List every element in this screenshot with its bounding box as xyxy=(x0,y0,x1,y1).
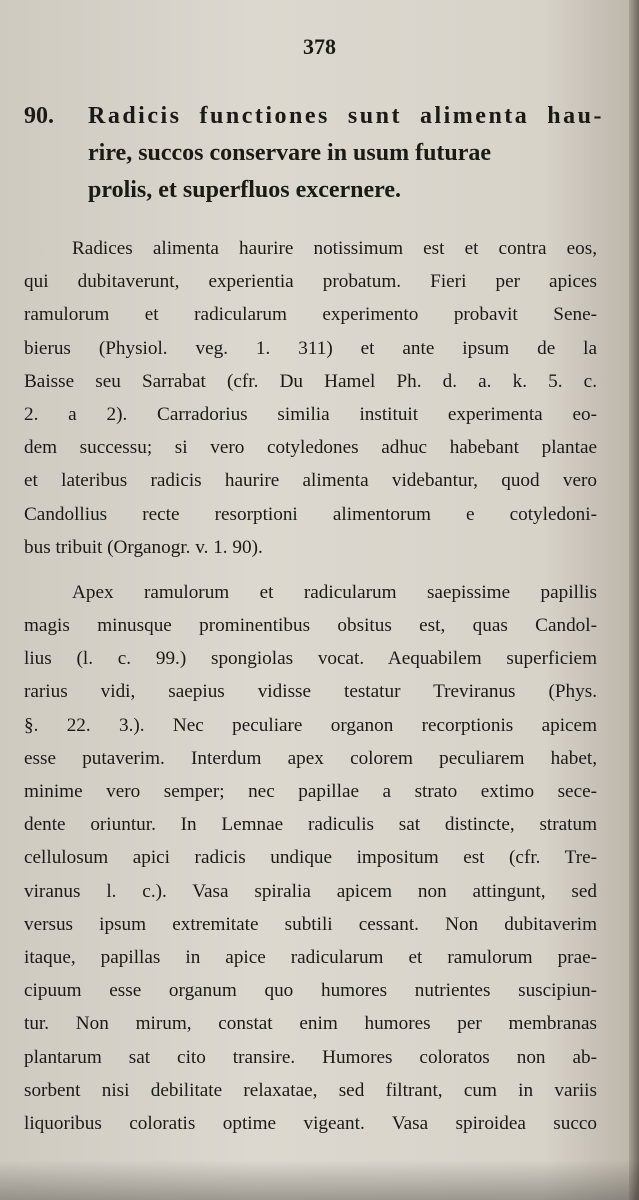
text-line: versus ipsum extremitate subtili cessant. Non dubitaverim xyxy=(24,913,597,935)
text-line: liquoribus coloratis optime vigeant. Vasa spiroidea succo xyxy=(24,1112,597,1134)
text-line: cipuum esse organum quo humores nutrientes suscipiun- xyxy=(24,980,597,1002)
text-line: plantarum sat cito transire. Humores coloratos non ab- xyxy=(24,1046,597,1068)
text-line: bierus (Physiol. veg. 1. 311) et ante ipsum de la xyxy=(24,337,597,359)
heading-line-3 xyxy=(24,172,604,209)
text-line: 2. a 2). Carradorius similia instituit experimenta eo- xyxy=(24,403,597,425)
paragraph-1 xyxy=(24,232,597,564)
text-line: bus tribuit (Organogr. v. 1. 90). xyxy=(24,536,263,558)
page-number: 378 xyxy=(303,34,336,59)
text-line: Candollius recte resorptioni alimentorum e cotyledoni- xyxy=(24,503,597,525)
text-line: Radices alimenta haurire notissimum est et contra eos, xyxy=(72,238,597,259)
body-text xyxy=(24,232,597,1140)
text-line: magis minusque prominentibus obsitus est, quas Candol- xyxy=(24,615,597,637)
text-line: viranus l. c.). Vasa spiralia apicem non attingunt, sed xyxy=(24,880,597,902)
text-line: dem successu; si vero cotyledones adhuc habebant plantae xyxy=(24,437,597,459)
text-line: et lateribus radicis haurire alimenta videbantur, quod vero xyxy=(24,470,597,492)
heading-line-2 xyxy=(24,135,604,172)
text-line: tur. Non mirum, constat enim humores per membranas xyxy=(24,1013,597,1035)
page-edge-shadow xyxy=(629,0,639,1200)
text-line: minime vero semper; nec papillae a strato extimo sece- xyxy=(24,781,597,802)
text-line: ramulorum et radicularum experimento probavit Sene- xyxy=(24,304,597,326)
paragraph-2 xyxy=(24,576,597,1140)
text-line: Baisse seu Sarrabat (cfr. Du Hamel Ph. d. a. k. 5. c. xyxy=(24,370,597,392)
text-line: cellulosum apici radicis undique impositum est (cfr. Tre- xyxy=(24,847,597,869)
heading-text-line-3: prolis, et superfluos excernere. xyxy=(88,177,402,203)
text-line: Apex ramulorum et radicularum saepissime papillis xyxy=(72,581,597,603)
text-line: sorbent nisi debilitate relaxatae, sed filtrant, cum in variis xyxy=(24,1079,597,1101)
text-line: dente oriuntur. In Lemnae radiculis sat distincte, stratum xyxy=(24,814,597,836)
text-line: rarius vidi, saepius vidisse testatur Treviranus (Phys. xyxy=(24,681,597,703)
text-line: lius (l. c. 99.) spongiolas vocat. Aequabilem superficiem xyxy=(24,648,597,670)
text-line: §. 22. 3.). Nec peculiare organon recorptionis apicem xyxy=(24,714,597,736)
section-number: 90. xyxy=(24,103,54,129)
section-heading xyxy=(24,98,604,209)
page-bottom-shadow xyxy=(0,1160,639,1200)
heading-text-line-1: Radicis functiones sunt alimenta hau- xyxy=(88,103,604,129)
text-line: itaque, papillas in apice radicularum et ramulorum prae- xyxy=(24,946,597,968)
text-line: esse putaverim. Interdum apex colorem peculiarem habet, xyxy=(24,747,597,769)
heading-line-1 xyxy=(24,98,604,135)
heading-text-line-2: rire, succos conservare in usum futurae xyxy=(88,140,492,166)
text-line: qui dubitaverunt, experientia probatum. Fieri per apices xyxy=(24,271,597,293)
